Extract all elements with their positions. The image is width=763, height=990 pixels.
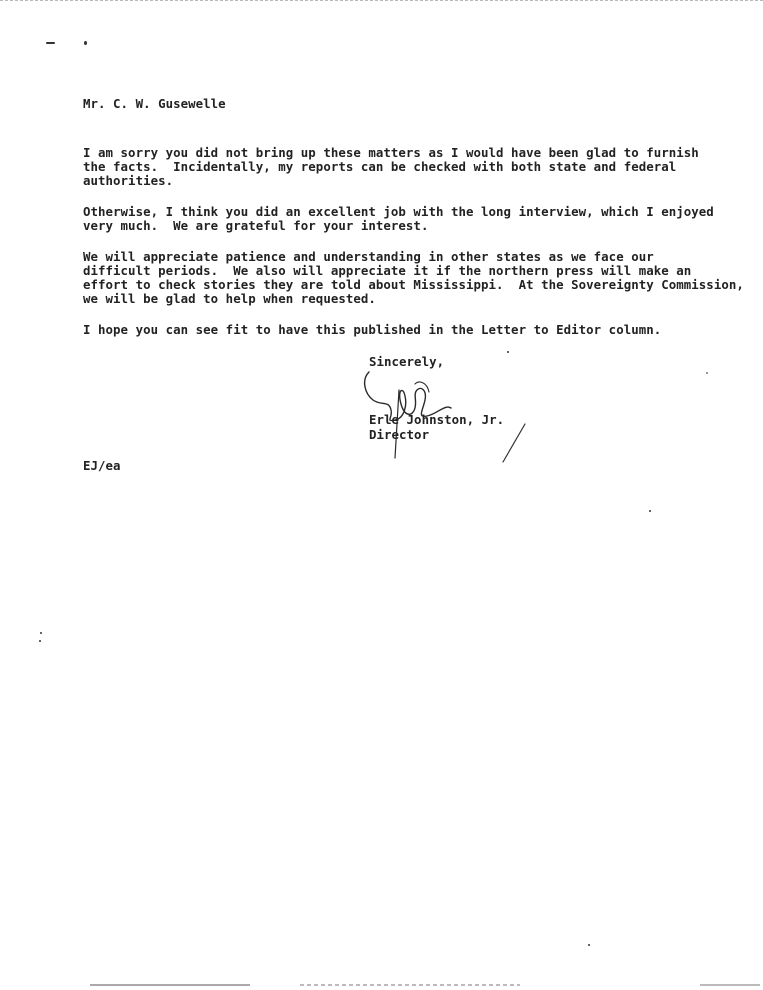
handwritten-signature [355,360,475,460]
paragraph-line: authorities. [83,173,174,188]
stray-pen-stroke [495,420,535,465]
paragraph-line: I hope you can see fit to have this published in the Letter to Editor column. [83,322,662,337]
paragraph-line: We will appreciate patience and understanding in other states as we face our [83,249,654,264]
paragraph-line: Otherwise, I think you did an excellent job with the long interview, which I enjoyed [83,204,714,219]
scan-speck [649,510,651,512]
closing-line: Sincerely, [369,354,445,369]
paragraph-line: I am sorry you did not bring up these matters as I would have been glad to furnish [83,145,699,160]
bottom-scan-edge [0,980,763,990]
signer-name: Erle Johnston, Jr. [369,412,505,427]
scan-speck [84,41,87,45]
scan-speck [46,42,55,44]
paragraph-line: we will be glad to help when requested. [83,291,376,306]
scan-speck [507,351,509,353]
scan-speck [706,372,708,374]
scan-speck [588,944,590,946]
paragraph-line: very much. We are grateful for your interest. [83,218,429,233]
scan-speck [39,640,41,642]
recipient-line: Mr. C. W. Gusewelle [83,96,226,111]
reference-initials: EJ/ea [83,458,121,473]
signer-title: Director [369,427,430,442]
scan-speck [40,632,42,634]
paragraph-line: effort to check stories they are told about Mississippi. At the Sovereignty Commission, [83,277,744,292]
paragraph-line: the facts. Incidentally, my reports can be checked with both state and federal [83,159,677,174]
paragraph-line: difficult periods. We also will appreciate it if the northern press will make an [83,263,692,278]
